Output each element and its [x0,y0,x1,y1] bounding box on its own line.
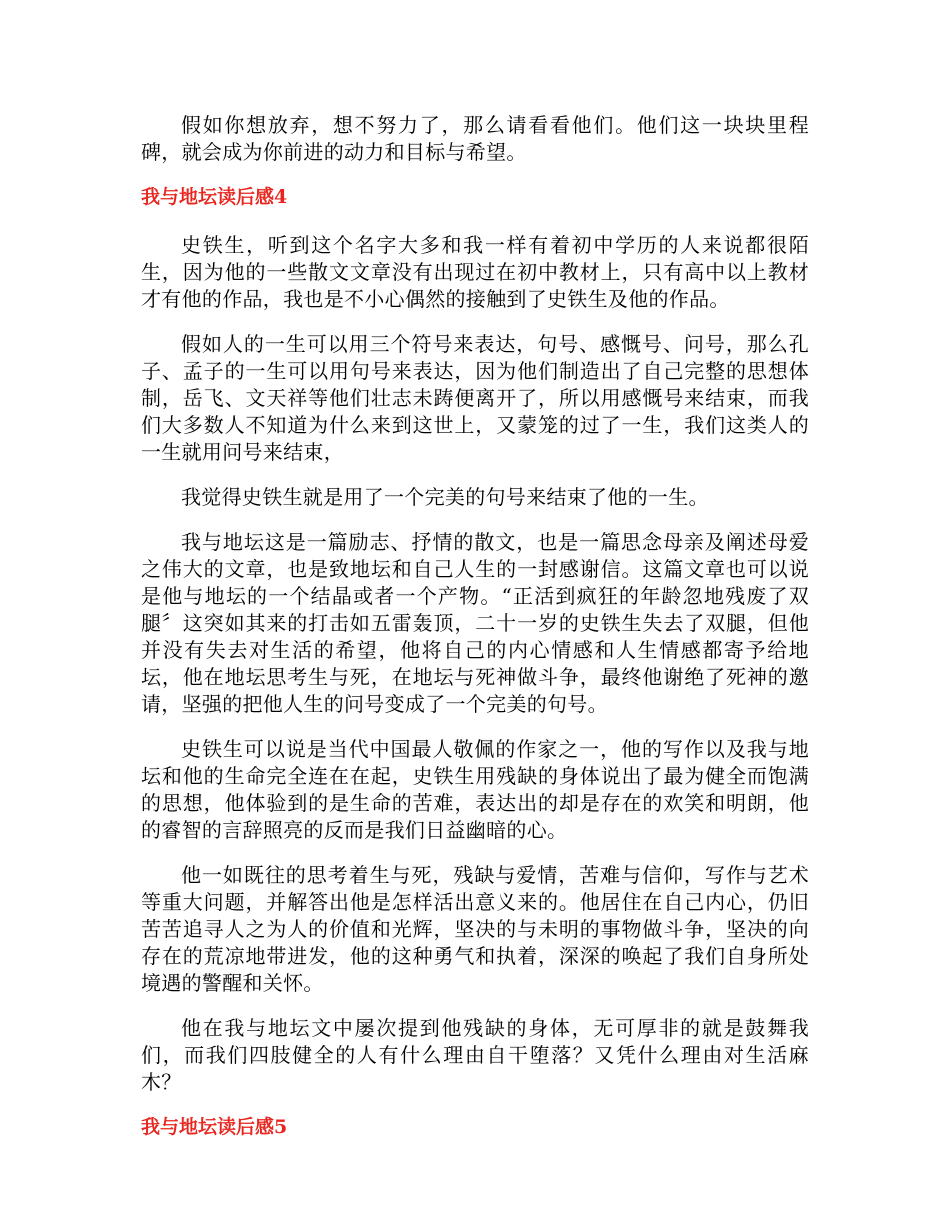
paragraph-essay-description: 我与地坛这是一篇励志、抒情的散文，也是一篇思念母亲及阐述母爱之伟大的文章，也是致地坛和自己人生的一封感谢信。这篇文章也可以说是他与地坛的一个结晶或者一个产物。“正活到疯狂的年龄忽地残废了双腿〞这突如其来的打击如五雷轰顶，二十一岁的史铁生失去了双腿，但他并没有失去对生活的希望，他将自己的内心情感和人生情感都寄予给地坛，他在地坛思考生与死，在地坛与死神做斗争，最终他谢绝了死神的邀请，坚强的把他人生的问号变成了一个完美的句号。 [141,530,809,716]
document-body [141,112,809,1162]
paragraph-admired-writer: 史铁生可以说是当代中国最人敬佩的作家之一，他的写作以及我与地坛和他的生命完全连在在起，史铁生用残缺的身体说出了最为健全而饱满的思想，他体验到的是生命的苦难，表达出的却是存在的欢笑和明朗，他的睿智的言辞照亮的反而是我们日益幽暗的心。 [141,737,809,842]
paragraph-encouragement: 他在我与地坛文中屡次提到他残缺的身体，无可厚非的就是鼓舞我们，而我们四肢健全的人有什么理由自干堕落？又凭什么理由对生活麻木？ [141,1016,809,1094]
paragraph-perfect-period: 我觉得史铁生就是用了一个完美的句号来结束了他的一生。 [181,485,709,509]
paragraph-life-and-death: 他一如既往的思考着生与死，残缺与爱情，苦难与信仰，写作与艺术等重大问题，并解答出他是怎样活出意义来的。他居住在自己内心，仍旧苦苦追寻人之为人的价值和光辉，坚决的与未明的事物做斗争，坚决的向存在的荒凉地带进发，他的这种勇气和执着，深深的唤起了我们自身所处境遇的警醒和关怀。 [141,863,809,995]
section-heading-5: 我与地坛读后感5 [141,1116,288,1138]
section-heading-4: 我与地坛读后感4 [141,186,288,208]
paragraph-shi-tiesheng-intro: 史铁生，听到这个名字大多和我一样有着初中学历的人来说都很陌生，因为他的一些散文文章没有出现过在初中教材上，只有高中以上教材才有他的作品，我也是不小心偶然的接触到了史铁生及他的作品。 [141,233,809,311]
paragraph-intro-continuation: 假如你想放弃，想不努力了，那么请看看他们。他们这一块块里程碑，就会成为你前进的动力和目标与希望。 [141,113,809,164]
paragraph-three-symbols: 假如人的一生可以用三个符号来表达，句号、感慨号、问号，那么孔子、孟子的一生可以用句号来表达，因为他们制造出了自己完整的思想体制，岳飞、文天祥等他们壮志未踌便离开了，所以用感慨号来结束，而我们大多数人不知道为什么来到这世上，又蒙笼的过了一生，我们这类人的一生就用问号来结束， [141,332,809,464]
